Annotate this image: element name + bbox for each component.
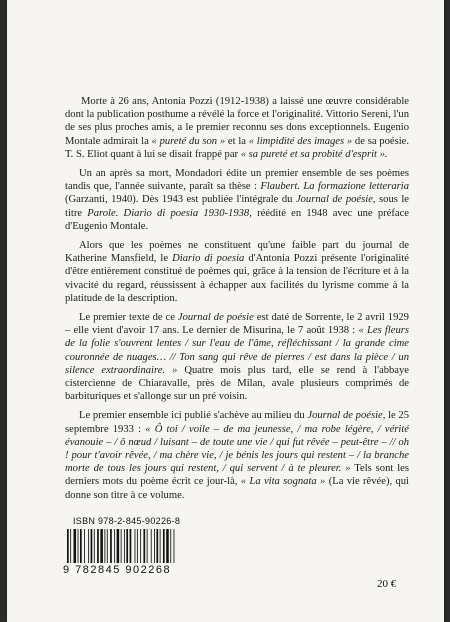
barcode-bar (154, 529, 155, 563)
text-run: Le premier texte de ce (79, 312, 178, 324)
barcode-bar (78, 529, 79, 563)
text-run: « Les fleurs de la folie s'ouvrent lentes / sur l'eau de l'âme, réfléchissant / la grande cime couronnée de nuages… // Ton sang qui rêve de pierres / est dans la pièce / un silence extraordinaire. » (65, 325, 409, 376)
barcode-bar (80, 529, 82, 563)
text-run: , réédité en 1948 avec une préface d'Eugenio Montale. (65, 207, 409, 232)
barcode-bar (110, 529, 112, 563)
barcode-bar (151, 529, 152, 563)
barcode-bar (147, 529, 148, 563)
barcode-bar (84, 529, 85, 563)
text-run: d'Antonia Pozzi présente l'originalité d'être entièrement constitué de poèmes qui, grâce à la tension de l'écriture et à la vivacité du regard, réussissent à échapper aux facilités du lyrisme comme à la platitude de la description. (65, 253, 409, 304)
barcode-bar (121, 529, 122, 563)
barcode-bar (94, 529, 95, 563)
text-run: Tels sont les derniers mots du poème écrit ce jour-là, (65, 463, 409, 488)
barcode-bar (117, 529, 120, 563)
barcode-bar (88, 529, 89, 563)
text-run: Parole. Diario di poesia 1930-1938 (87, 207, 250, 219)
barcode-icon (63, 529, 181, 563)
price: 20 € (377, 578, 397, 590)
text-run: (Garzanti, 1940). Dès 1943 est publiée l'intégrale du (65, 194, 296, 206)
barcode-bar (67, 529, 69, 563)
text-run: Journal de poésie (295, 194, 373, 206)
barcode-bar (143, 529, 145, 563)
text-run: , le 25 septembre 1933 : (65, 410, 409, 435)
text-run: Alors que les poèmes ne constituent qu'une faible part du journal de Katherine Mansfield, le (65, 240, 409, 265)
paragraph-1 (65, 95, 409, 161)
text-run: Journal de poésie (177, 312, 254, 324)
barcode-block (63, 516, 181, 576)
text-run: Morte à 26 ans, Antonia Pozzi (1912-1938) a laissé une œuvre considérable dont la publication posthume a révélé la force et l'originalité. Vittorio Sereni, l'un de ses plus proches amis, a le premier reconnu ses dons exceptionnels. Eugenio Montale admirait la (65, 96, 409, 147)
barcode-bar (70, 529, 71, 563)
back-cover (7, 0, 444, 622)
paragraph-4 (65, 311, 409, 403)
isbn-label: ISBN 978-2-845-90226-8 (73, 516, 181, 526)
text-run: Flaubert. La formazione letteraria (260, 181, 409, 193)
barcode-bar (140, 529, 141, 563)
blurb-text (65, 95, 409, 508)
barcode-bar (137, 529, 138, 563)
text-run: est daté de Sorrente, le 2 avril 1929 – elle vient d'avoir 17 ans. Le dernier de Misurina, le 7 août 1938 : (65, 312, 409, 337)
barcode-bar (97, 529, 99, 563)
text-run: Un an après sa mort, Mondadori édite un premier ensemble de ses poèmes tandis que, l'année suivante, paraît sa thèse : (65, 168, 409, 193)
text-run: Journal de poésie (307, 410, 383, 422)
barcode-bar (160, 529, 161, 563)
barcode-bar (114, 529, 115, 563)
text-run: « La vita sognata » (240, 476, 326, 488)
text-run: « sa pureté et sa probité d'esprit ». (240, 148, 388, 160)
text-run: « Ô toi / voile – de ma jeunesse, / ma robe légère, / vérité évanouie – / ô nœud / luisant – de toute une vie / qui fut rêvée – peut-être – // oh ! pour t'avoir rêvée, / ma chère vie, / je bénis les jours qui restent – / la branche morte de tous les jours qui restent, / qui servent / à te pleurer. » (65, 423, 409, 475)
barcode-bar (174, 529, 175, 563)
text-run: Le premier ensemble ici publié s'achève au milieu du (79, 410, 308, 422)
text-run: « pureté du son » (151, 135, 226, 147)
paragraph-2 (65, 167, 409, 233)
text-run: Diario di poesia (172, 253, 245, 265)
text-run: (La vie rêvée), qui donne son titre à ce volume. (65, 476, 409, 501)
text-run: et la (225, 135, 249, 147)
text-run: de sa poésie. T. S. Eliot quant à lui se disait frappé par (65, 135, 409, 160)
barcode-bar (166, 529, 169, 563)
barcode-bar (130, 529, 132, 563)
barcode-bar (156, 529, 158, 563)
barcode-bar (100, 529, 103, 563)
paragraph-3 (65, 239, 409, 305)
text-run: Quatre mois plus tard, elle se rend à l'abbaye cistercienne de Chiaravalle, près de Milan, avale plusieurs comprimés de barbituriques et s'allonge sur un pré voisin. (65, 364, 410, 403)
barcode-bar (170, 529, 171, 563)
barcode-number: 9 782845 902268 (63, 564, 172, 576)
barcode-bar (124, 529, 125, 563)
barcode-bar (91, 529, 93, 563)
barcode-bar (163, 529, 165, 563)
text-run: , sous le titre (65, 194, 409, 219)
barcode-bar (74, 529, 77, 563)
barcode-bar (107, 529, 108, 563)
barcode-bar (135, 529, 136, 563)
barcode-bar (126, 529, 128, 563)
barcode-bar (104, 529, 105, 563)
text-run: « limpidité des images » (248, 135, 353, 147)
paragraph-5 (65, 409, 409, 501)
